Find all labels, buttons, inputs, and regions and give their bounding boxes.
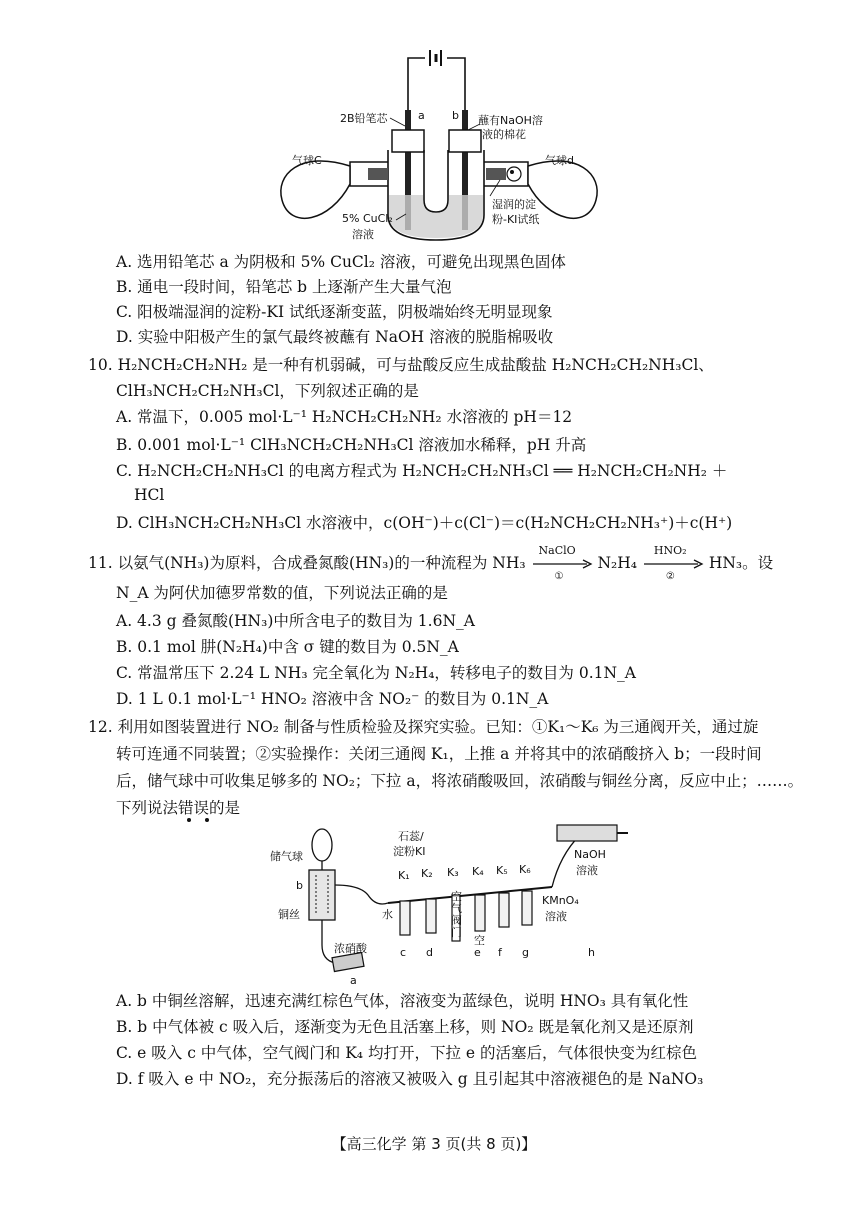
- label-air-4: 门: [451, 926, 462, 939]
- label-k4: K₄: [472, 865, 484, 878]
- label-litmus-1: 石蕊/: [398, 830, 424, 843]
- q11-arrow-1: [531, 544, 593, 582]
- label-naoh-cotton-2: 液的棉花: [482, 128, 526, 141]
- label-litmus-2: 淀粉KI: [393, 845, 426, 858]
- q11-arrow-2-bottom: ②: [665, 571, 675, 582]
- q10-stem-line2: ClH₃NCH₂CH₂NH₃Cl，下列叙述正确的是: [116, 382, 419, 400]
- label-air-1: 空: [451, 890, 462, 903]
- q10-option-a: A. 常温下，0.005 mol·L⁻¹ H₂NCH₂CH₂NH₂ 水溶液的 pH＝12: [116, 408, 573, 426]
- q10-option-b: B. 0.001 mol·L⁻¹ ClH₃NCH₂CH₂NH₃Cl 溶液加水稀释，pH 升高: [116, 436, 587, 454]
- q12-stem-line3: 后，储气球中可收集足够多的 NO₂；下拉 a，将浓硝酸吸回，浓硝酸与铜丝分离，反应中止；……。: [116, 772, 804, 790]
- q10-stem-line1: 10. H₂NCH₂CH₂NH₂ 是一种有机弱碱，可与盐酸反应生成盐酸盐 H₂NCH₂CH₂NH₃Cl、: [88, 356, 714, 374]
- label-naoh-1: NaOH: [574, 848, 606, 861]
- page-footer: 【高三化学 第 3 页(共 8 页)】: [331, 1135, 537, 1153]
- q11-stem-line2: N_A 为阿伏加德罗常数的值，下列说法正确的是: [116, 584, 448, 602]
- electrolysis-diagram: [0, 0, 868, 250]
- q12-stem-line4: 下列说法错误的是: [116, 799, 241, 817]
- label-kmno4-2: 溶液: [545, 910, 567, 923]
- label-conc-acid: 浓硝酸: [334, 942, 367, 955]
- q10-option-c-line1: C. H₂NCH₂CH₂NH₃Cl 的电离方程式为 H₂NCH₂CH₂NH₃Cl ══ H₂NCH₂CH₂NH₂ ＋: [116, 462, 728, 480]
- label-k2: K₂: [421, 867, 433, 880]
- q10-option-c-line2: HCl: [134, 486, 165, 504]
- label-air-2: 气: [451, 902, 462, 915]
- label-k1: K₁: [398, 869, 410, 882]
- label-e: e: [474, 946, 481, 959]
- q12-stem-line1: 12. 利用如图装置进行 NO₂ 制备与性质检验及探究实验。已知：①K₁～K₆ 为三通阀开关，通过旋: [88, 718, 759, 736]
- q11-arrow-2-top: HNO₂: [653, 544, 687, 557]
- label-storage-balloon: 储气球: [270, 850, 303, 863]
- q12-option-b: B. b 中气体被 c 吸入后，逐渐变为无色且活塞上移，则 NO₂ 既是氧化剂又是还原剂: [116, 1018, 694, 1036]
- q12-option-d: D. f 吸入 e 中 NO₂，充分振荡后的溶液又被吸入 g 且引起其中溶液褪色的是 NaNO₃: [116, 1070, 704, 1088]
- label-ki-2: 粉-KI试纸: [492, 213, 540, 226]
- q11-stem-post: HN₃。设: [708, 554, 774, 572]
- label-electrode-b: b: [452, 109, 459, 122]
- label-d: d: [426, 946, 433, 959]
- label-balloon-c: 气球C: [292, 154, 322, 167]
- label-cucl2-2: 溶液: [352, 228, 374, 241]
- label-air-5: 空: [474, 934, 485, 947]
- label-naoh-2: 溶液: [576, 864, 598, 877]
- q9-option-c: C. 阳极端湿润的淀粉-KI 试纸逐渐变蓝，阴极端始终无明显现象: [116, 303, 553, 321]
- q11-arrow-2: [642, 544, 704, 582]
- label-kmno4-1: KMnO₄: [542, 894, 579, 907]
- label-electrode-a: a: [418, 109, 425, 122]
- label-b: b: [296, 879, 303, 892]
- label-ki-1: 湿润的淀: [492, 198, 536, 211]
- q9-option-d: D. 实验中阳极产生的氯气最终被蘸有 NaOH 溶液的脱脂棉吸收: [116, 328, 554, 346]
- label-k3: K₃: [447, 866, 459, 879]
- label-a: a: [350, 974, 357, 987]
- label-balloon-d: 气球d: [545, 154, 574, 167]
- q11-option-b: B. 0.1 mol 肼(N₂H₄)中含 σ 键的数目为 0.5N_A: [116, 638, 459, 656]
- q9-option-b: B. 通电一段时间，铅笔芯 b 上逐渐产生大量气泡: [116, 278, 452, 296]
- label-k6: K₆: [519, 863, 531, 876]
- label-f: f: [498, 946, 502, 959]
- label-air-3: 阀: [451, 914, 462, 927]
- q10-option-d: D. ClH₃NCH₂CH₂NH₃Cl 水溶液中，c(OH⁻)＋c(Cl⁻)＝c(H₂NCH₂CH₂NH₃⁺)＋c(H⁺): [116, 514, 733, 532]
- q11-stem-line1: [88, 544, 774, 582]
- q11-option-a: A. 4.3 g 叠氮酸(HN₃)中所含电子的数目为 1.6N_A: [116, 612, 475, 630]
- label-c: c: [400, 946, 407, 959]
- q12-option-c: C. e 吸入 c 中气体，空气阀门和 K₄ 均打开，下拉 e 的活塞后，气体很快变为红棕色: [116, 1044, 697, 1062]
- label-water: 水: [382, 908, 393, 921]
- q11-option-c: C. 常温常压下 2.24 L NH₃ 完全氧化为 N₂H₄，转移电子的数目为 0.1N_A: [116, 664, 636, 682]
- label-k5: K₅: [496, 864, 508, 877]
- q11-arrow-1-bottom: ①: [554, 571, 564, 582]
- label-g: g: [522, 946, 529, 959]
- q11-option-d: D. 1 L 0.1 mol·L⁻¹ HNO₂ 溶液中含 NO₂⁻ 的数目为 0.1N_A: [116, 690, 549, 708]
- q9-option-a: A. 选用铅笔芯 a 为阴极和 5% CuCl₂ 溶液，可避免出现黑色固体: [116, 253, 566, 271]
- no2-apparatus-diagram: [0, 815, 868, 985]
- label-naoh-cotton-1: 蘸有NaOH溶: [478, 114, 543, 127]
- label-pencil: 2B铅笔芯: [340, 112, 388, 125]
- label-cucl2-1: 5% CuCl₂: [342, 212, 393, 225]
- q12-option-a: A. b 中铜丝溶解，迅速充满红棕色气体，溶液变为蓝绿色，说明 HNO₃ 具有氧化性: [116, 992, 689, 1010]
- q11-arrow-1-top: NaClO: [538, 544, 576, 557]
- label-h: h: [588, 946, 595, 959]
- label-copper: 铜丝: [278, 908, 300, 921]
- q12-stem-line2: 转可连通不同装置；②实验操作：关闭三通阀 K₁，上推 a 并将其中的浓硝酸挤入 b；一段时间: [116, 745, 762, 763]
- q11-mid: N₂H₄: [597, 554, 637, 572]
- q11-stem-pre: 11. 以氨气(NH₃)为原料，合成叠氮酸(HN₃)的一种流程为 NH₃: [88, 554, 526, 572]
